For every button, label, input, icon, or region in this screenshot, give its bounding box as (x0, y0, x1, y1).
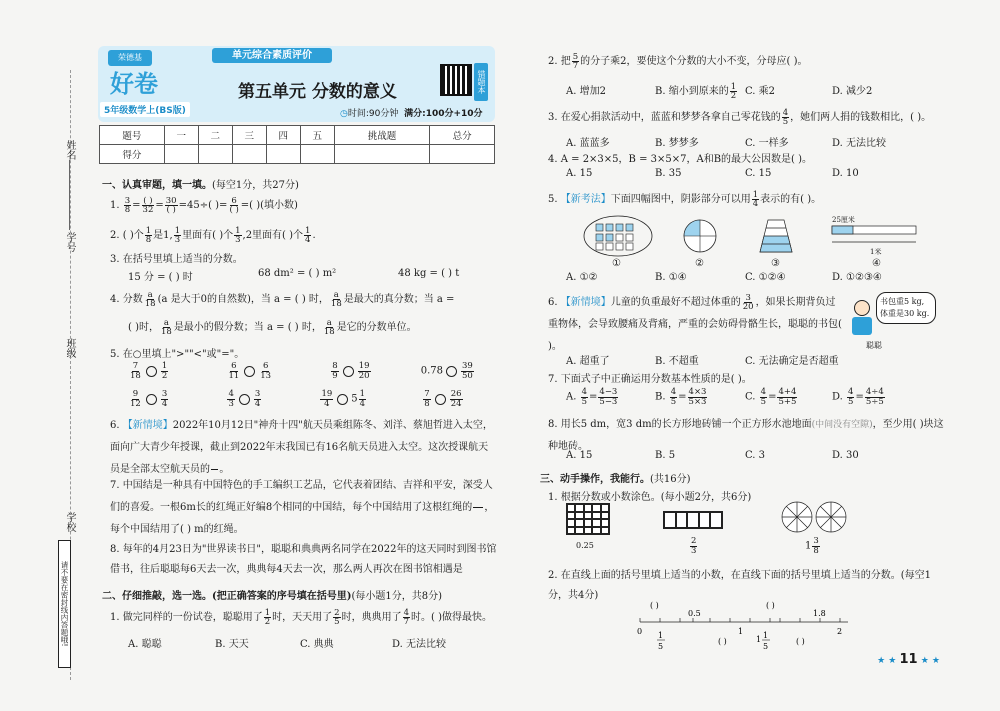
r7: 7. 下面式子中正确运用分数基本性质的是( )。 (548, 374, 752, 385)
r7-option-c[interactable]: C. $\frac{4}{5}$ = $\frac{4+4}{5+5}$ (745, 387, 797, 407)
class-label: 班级 (64, 338, 75, 358)
r1-option-c[interactable]: C. 典典 (300, 639, 334, 650)
r3-option-a[interactable]: A. 蓝蓝多 (566, 138, 610, 149)
nl-one: 1 (738, 627, 744, 636)
page-number: ★ ★ 11 ★ ★ (877, 652, 940, 667)
p1: 1. 根据分数或小数涂色。(每小题2分，共6分) (548, 492, 752, 503)
student-figure-icon (850, 300, 874, 336)
cell: 三 (232, 126, 266, 145)
score-cell[interactable] (164, 145, 198, 164)
r8-option-b[interactable]: B. 5 (655, 450, 676, 461)
r5-figures (580, 212, 930, 264)
r4-option-a[interactable]: A. 15 (566, 168, 593, 179)
r6-option-b[interactable]: B. 不超重 (655, 356, 699, 367)
q4-line2: ( )时， $\frac{a}{18}$ 是最小的假分数；当 a = ( ) 时， $\frac{a}{18}$ 是它的分数单位。 (128, 317, 417, 337)
fig2-circle (684, 220, 716, 252)
compare-circle[interactable] (337, 394, 348, 405)
r5-option-d[interactable]: D. ①②③④ (832, 272, 882, 283)
r8-option-d[interactable]: D. 30 (832, 450, 859, 461)
r2-option-a[interactable]: A. 增加2 (566, 86, 606, 97)
cell: 一 (164, 126, 198, 145)
q4-line1: 4. 分数 $\frac{a}{18}$ (a 是大于0的自然数)，当 a = ( ) 时， $\frac{a}{18}$ 是最大的真分数；当 a = (110, 289, 455, 309)
r6: 6. 【新情境】儿童的负重最好不超过体重的 $\frac{3}{20}$ ，如果长期背负过重物体，会导致腰痛及背痛，严重的会妨碍骨骼生长，聪聪的书包( )。 (548, 292, 842, 352)
cell: 得分 (100, 145, 165, 164)
fig-label-3: ③ (771, 258, 780, 269)
r7-option-a[interactable]: A. $\frac{4}{5}$ = $\frac{4-3}{5-3}$ (566, 387, 618, 407)
name-line[interactable] (69, 160, 70, 230)
full-score: 满分:100分+10分 (404, 109, 483, 119)
fig4-top-label: 25厘米 (832, 216, 855, 224)
time-info (340, 106, 483, 119)
compare-circle[interactable] (244, 366, 255, 377)
r2-option-c[interactable]: C. 乘2 (745, 86, 776, 97)
r3-option-c[interactable]: C. 一样多 (745, 138, 789, 149)
r5: 5. 【新考法】下面四幅图中，阴影部分可以用 $\frac{1}{4}$ 表示的有( )。 (548, 189, 822, 209)
number-line (630, 598, 856, 654)
cell: 题号 (100, 126, 165, 145)
score-row (100, 145, 495, 164)
circle-label: 1 $\frac{3}{8}$ (805, 536, 819, 556)
brand-logo: 好卷 (110, 70, 158, 98)
page-title: 第五单元 分数的意义 (238, 82, 397, 102)
q7: 7. 中国结是一种具有中国特色的手工编织工艺品，它代表着团结、吉祥和平安，深受人们的喜爱。一根6m长的红绳正好编8个相同的中国结，每个中国结用了这根红绳的 ，每个中国结用了( ) m的红绳。 (110, 480, 495, 535)
compare-circle[interactable] (343, 366, 354, 377)
r3-option-d[interactable]: D. 无法比较 (832, 138, 887, 149)
r4-option-c[interactable]: C. 15 (745, 168, 772, 179)
svg-text:1: 1 (658, 631, 664, 640)
svg-text:( ): ( ) (796, 637, 805, 646)
cell: 五 (300, 126, 334, 145)
q3-b: 68 dm² = ( ) m² (258, 268, 337, 279)
banner: 单元综合素质评价 (212, 48, 332, 63)
id-label: 学号 (64, 232, 75, 252)
svg-text:( ): ( ) (650, 601, 659, 610)
r8: 8. 用长5 dm，宽3 dm的长方形地砖铺一个正方形水池地面(中间没有空隙)，至少用( )块这种地砖。 (548, 419, 944, 452)
nl-zero: 0 (637, 627, 643, 636)
fig1-squares (596, 224, 633, 250)
nl-1-8: 1.8 (813, 609, 826, 618)
p2: 2. 在直线上面的括号里填上适当的小数，在直线下面的括号里填上适当的分数。(每空1分，共4分) (548, 570, 931, 601)
grid-label: 0.25 (576, 541, 594, 550)
score-header-row (100, 126, 495, 145)
section-3-heading: 三、动手操作，我能行。(共16分) (540, 474, 691, 485)
r8-option-c[interactable]: C. 3 (745, 450, 766, 461)
q6: 6. 【新情境】2022年10月12日"神舟十四"航天员乘组陈冬、刘洋、蔡旭哲进入太空，面向广大青少年授课，截止到2022年末我国已有16名航天员进入太空。这次授课航天员是全部太空航天员的 。 (110, 420, 493, 475)
fig4-bar (832, 215, 916, 256)
cell: 挑战题 (334, 126, 429, 145)
r2-option-b[interactable]: B. 缩小到原来的 $\frac{1}{2}$ (655, 81, 737, 101)
q1: 1. $\frac{3}{8}$ = ( ) 32 = 30 ( ) =45÷( )= 6 ( ) =( )(填小数) (110, 195, 298, 215)
r1: 1. 做完同样的一份试卷，聪聪用了 $\frac{1}{2}$ 时，天天用了 $\frac{2}{5}$ 时，典典用了 $\frac{4}{7}$ 时。( )做得最快。 (110, 607, 492, 627)
school-label: 学校 (64, 512, 75, 532)
r1-option-d[interactable]: D. 无法比较 (392, 639, 447, 650)
score-cell[interactable] (334, 145, 429, 164)
time-label: 时间:90分钟 (347, 109, 399, 119)
compare-circle[interactable] (446, 366, 457, 377)
compare-circle[interactable] (146, 394, 157, 405)
r1-option-a[interactable]: A. 聪聪 (128, 639, 162, 650)
q2: 2. ( )个 $\frac{1}{8}$ 是1, $\frac{1}{3}$ 里面有( )个 $\frac{1}{3}$ ,2里面有( )个 $\frac{1}{4}$ . (110, 225, 316, 245)
svg-text:( ): ( ) (766, 601, 775, 610)
r1-option-b[interactable]: B. 天天 (215, 639, 249, 650)
r4: 4. A = 2×3×5，B = 3×5×7，A和B的最大公因数是( )。 (548, 154, 813, 165)
q8-left: 8. 每年的4月23日为"世界读书日"，聪聪和典典两名同学在2022年的这天同时到图书馆借书，往后聪聪每6天去一次，典典每4天去一次，那么两人再次在图书馆相遇是 (110, 544, 497, 575)
q5-comparisons-2: $\frac{9}{12}$ $\frac{3}{4}$ $\frac{4}{3}$ $\frac{3}{4}$ $\frac{19}{4}$ 5 $\frac{1}{4}$ $\frac{7}{8}$ $\frac{26}{24}$ (130, 389, 462, 409)
fig4-bottom-label: 1米 (870, 248, 882, 256)
compare-circle[interactable] (435, 394, 446, 405)
r3-option-b[interactable]: B. 梦梦多 (655, 138, 699, 149)
seal-note: 请不要在密封线内答题哦! (58, 540, 71, 668)
nl-two: 2 (837, 627, 843, 636)
q3: 3. 在括号里填上适当的分数。 (110, 254, 243, 265)
fig3-trapezoid (760, 220, 792, 252)
score-cell[interactable] (266, 145, 300, 164)
svg-text:1: 1 (763, 631, 769, 640)
bar-label: $\frac{2}{3}$ (691, 536, 697, 556)
q3-c: 48 kg = ( ) t (398, 268, 460, 279)
svg-text:5: 5 (658, 642, 664, 651)
r7-option-d[interactable]: D. $\frac{4}{5}$ = $\frac{4\div 4}{5\div 5}$ (832, 387, 884, 407)
bar-figure[interactable] (663, 511, 723, 529)
r4-option-d[interactable]: D. 10 (832, 168, 859, 179)
r2-option-d[interactable]: D. 减少2 (832, 86, 873, 97)
clock-icon: ◷ (340, 109, 348, 119)
r2: 2. 把 $\frac{5}{7}$ 的分子乘2，要使这个分数的大小不变，分母应( )。 (548, 51, 808, 71)
r5-option-a[interactable]: A. ①② (566, 272, 598, 283)
compare-circle[interactable] (146, 366, 157, 377)
qr-code-icon[interactable] (440, 64, 472, 96)
r8-option-a[interactable]: A. 15 (566, 450, 593, 461)
cell: 二 (198, 126, 232, 145)
mistake-book-tab[interactable]: 错题本 (474, 63, 488, 101)
compare-circle[interactable] (239, 394, 250, 405)
fig-label-2: ② (695, 258, 704, 269)
score-table (99, 125, 495, 164)
cell: 总分 (430, 126, 495, 145)
r6-option-a[interactable]: A. 超重了 (566, 356, 610, 367)
q3-a: 15 分 = ( ) 时 (128, 272, 193, 283)
q5-comparisons: $\frac{7}{18}$ $\frac{1}{2}$ $\frac{6}{11}$ $\frac{6}{13}$ $\frac{8}{9}$ $\frac{19}{20}$ 0.78 $\frac{39}{50}$ (130, 361, 473, 381)
score-cell[interactable] (300, 145, 334, 164)
r4-option-b[interactable]: B. 35 (655, 168, 682, 179)
section-2-heading: 二、仔细推敲，选一选。(把正确答案的序号填在括号里)(每小题1分，共8分) (102, 591, 442, 602)
speech-bubble: 书包重5 kg,体重是30 kg. (876, 292, 936, 324)
fig-label-1: ① (612, 258, 621, 269)
score-cell[interactable] (198, 145, 232, 164)
svg-text:1: 1 (756, 635, 762, 644)
r5-option-b[interactable]: B. ①④ (655, 272, 687, 283)
grade-tag: 5年级数学上(BS版) (100, 102, 190, 117)
student-name: 聪聪 (866, 341, 882, 350)
nl-half: 0.5 (688, 609, 701, 618)
score-cell[interactable] (430, 145, 495, 164)
svg-text:5: 5 (763, 642, 769, 651)
r7-option-b[interactable]: B. $\frac{4}{5}$ = $\frac{4\times 3}{5\times 3}$ (655, 387, 707, 407)
r5-option-c[interactable]: C. ①②④ (745, 272, 786, 283)
r3: 3. 在爱心捐款活动中，蓝蓝和梦梦各拿自己零花钱的 $\frac{4}{5}$ ，她们两人捐的钱数相比，( )。 (548, 107, 932, 127)
circle-figures[interactable] (780, 500, 848, 534)
cell: 四 (266, 126, 300, 145)
grid-figure[interactable] (566, 503, 610, 535)
r6-option-c[interactable]: C. 无法确定是否超重 (745, 356, 839, 367)
q5: 5. 在○里填上">""<"或"="。 (110, 349, 245, 360)
name-label: 姓名 (64, 140, 75, 160)
svg-text:( ): ( ) (718, 637, 727, 646)
section-1-heading: 一、认真审题，填一填。(每空1分，共27分) (102, 180, 299, 191)
publisher-logo: 荣德基 (108, 50, 152, 66)
score-cell[interactable] (232, 145, 266, 164)
fig-label-4: ④ (872, 258, 881, 269)
